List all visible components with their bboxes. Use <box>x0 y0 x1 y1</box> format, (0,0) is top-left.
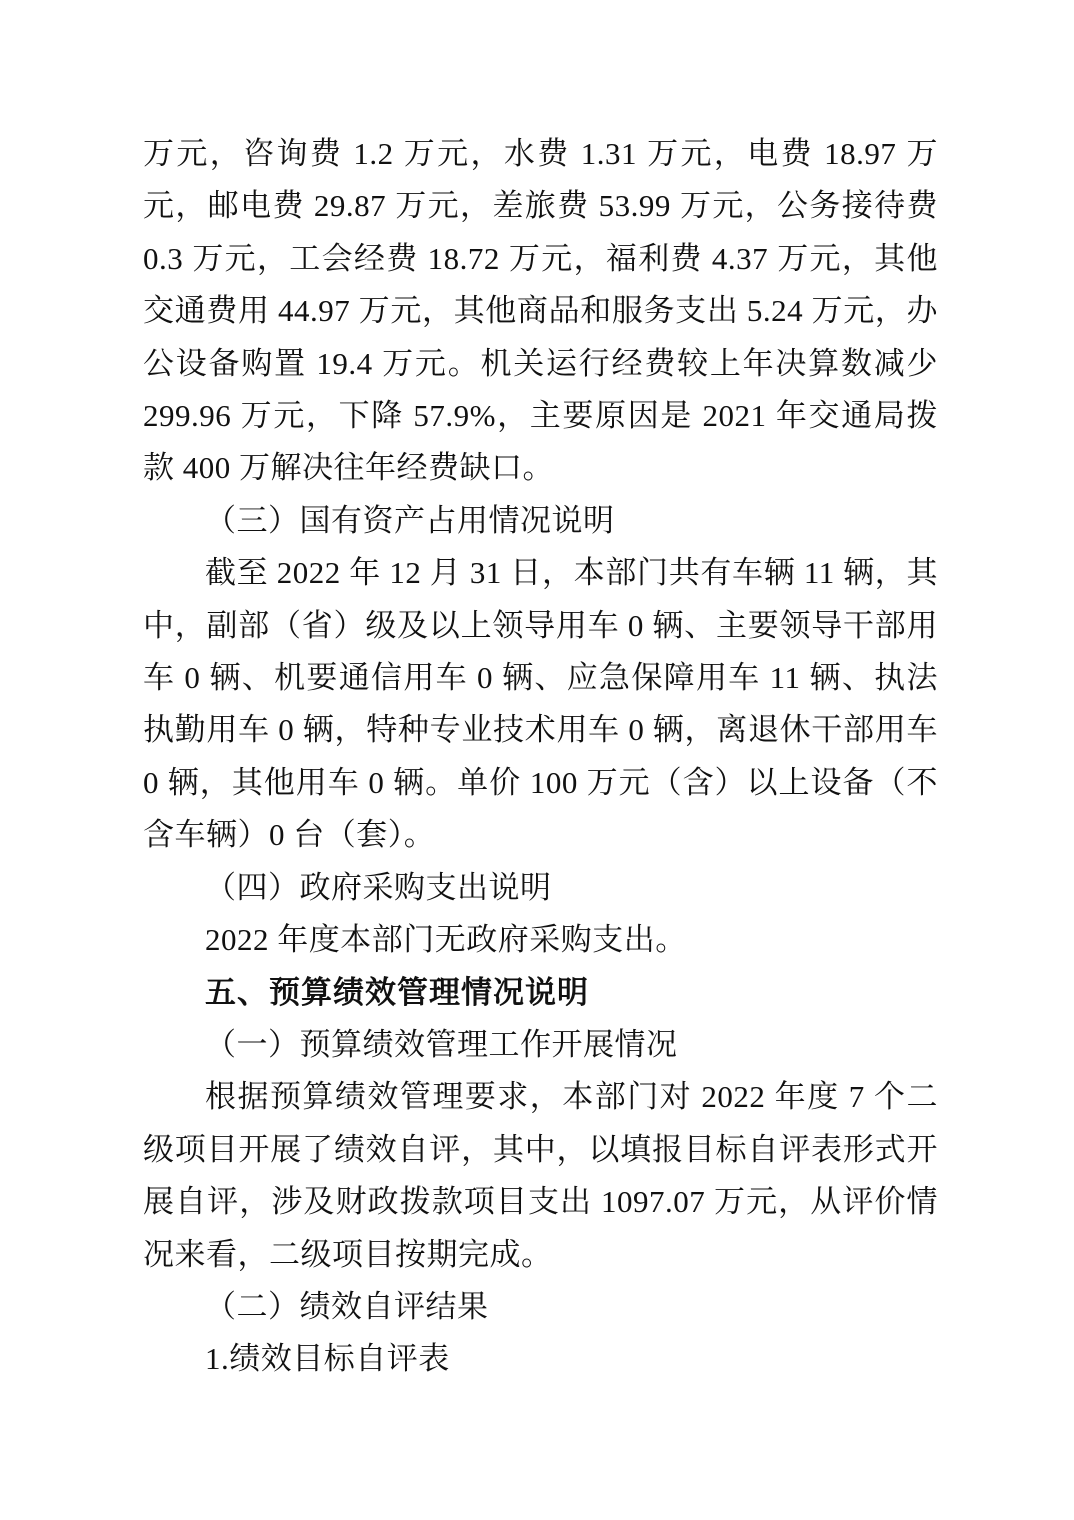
heading-gov-procurement: （四）政府采购支出说明 <box>205 869 552 905</box>
heading-self-evaluation-results: （二）绩效自评结果 <box>205 1288 489 1324</box>
heading-state-assets: （三）国有资产占用情况说明 <box>205 502 615 538</box>
paragraph-gov-procurement: 2022 年度本部门无政府采购支出。 <box>205 922 687 958</box>
paragraph-performance-work: 根据预算绩效管理要求，本部门对 2022 年度 7 个二级项目开展了绩效自评，其中，以填报目标自评表形式开展自评，涉及财政拨款项目支出 1097.07 万元，从评价情况来看，二级项目按期完成。 <box>143 1079 938 1272</box>
heading-budget-performance-section: 五、预算绩效管理情况说明 <box>205 974 589 1010</box>
paragraph-self-evaluation-table: 1.绩效目标自评表 <box>205 1341 450 1377</box>
paragraph-state-assets: 截至 2022 年 12 月 31 日，本部门共有车辆 11 辆，其中，副部（省）级及以上领导用车 0 辆、主要领导干部用车 0 辆、机要通信用车 0 辆、应急保障用车 11 辆、执法执勤用车 0 辆，特种专业技术用车 0 辆，离退休干部用车 0 辆，其他用车 0 辆。单价 100 万元（含）以上设备（不含车辆）0 台（套）。 <box>143 555 938 853</box>
paragraph-expenses-continuation: 万元，咨询费 1.2 万元，水费 1.31 万元，电费 18.97 万元，邮电费 29.87 万元，差旅费 53.99 万元，公务接待费 0.3 万元，工会经费 18.72 万元，福利费 4.37 万元，其他交通费用 44.97 万元，其他商品和服务支出 5.24 万元，办公设备购置 19.4 万元。机关运行经费较上年决算数减少 299.96 万元，下降 57.9%，主要原因是 2021 年交通局拨款 400 万解决往年经费缺口。 <box>143 136 938 486</box>
heading-performance-work: （一）预算绩效管理工作开展情况 <box>205 1026 678 1062</box>
